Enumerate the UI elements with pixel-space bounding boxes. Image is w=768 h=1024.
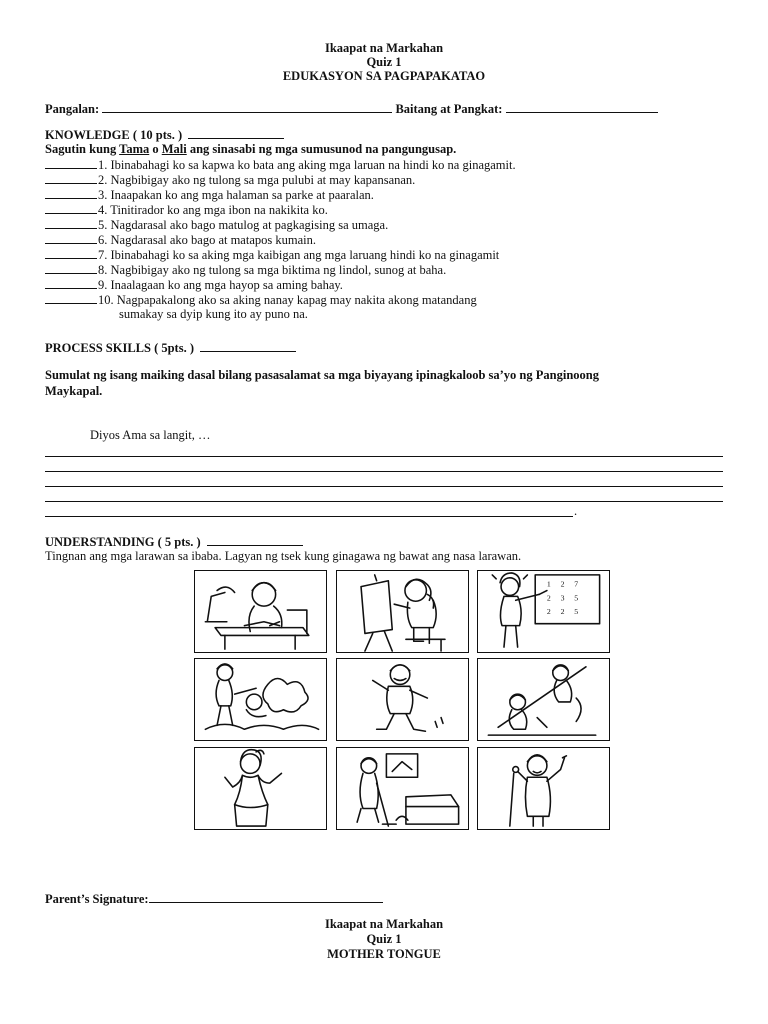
name-label: Pangalan: [45, 102, 100, 116]
answer-blank[interactable] [45, 187, 97, 199]
picture-child-studying[interactable] [194, 570, 327, 653]
answer-blank[interactable] [45, 232, 97, 244]
answer-blank[interactable] [45, 247, 97, 259]
writing-line[interactable] [45, 501, 723, 502]
child-studying-drawing [195, 571, 326, 652]
answer-blank[interactable] [45, 172, 97, 184]
teacher-at-board-drawing [478, 571, 609, 652]
signature-label: Parent’s Signature: [45, 892, 149, 906]
knowledge-item: 3. Inaapakan ko ang mga halaman sa parke at paaralan. [45, 187, 374, 203]
footer-subject: MOTHER TONGUE [327, 947, 441, 961]
child-cleaning-drawing [337, 748, 468, 829]
writing-end-mark: . [574, 504, 578, 518]
answer-blank[interactable] [45, 262, 97, 274]
knowledge-item: 8. Nagbibigay ako ng tulong sa mga biktima ng lindol, sunog at baha. [45, 262, 446, 278]
svg-text:1: 1 [546, 579, 551, 589]
picture-teacher-at-board[interactable] [477, 570, 610, 653]
header-quarter: Ikaapat na Markahan [324, 41, 444, 55]
picture-child-painting[interactable] [336, 570, 469, 653]
process-heading-row [45, 340, 296, 356]
picture-girl-singing[interactable] [194, 747, 327, 830]
boy-singing-drawing [478, 748, 609, 829]
signature-blank[interactable] [149, 891, 383, 903]
knowledge-instruction: Sagutin kung Tama o Mali ang sinasabi ng mga sumusunod na pangungusap. [45, 142, 457, 156]
writing-line[interactable] [45, 486, 723, 487]
svg-text:3: 3 [560, 593, 565, 603]
understanding-heading: UNDERSTANDING ( 5 pts. ) [45, 535, 201, 549]
footer-quarter: Ikaapat na Markahan [324, 917, 444, 931]
svg-text:5: 5 [574, 593, 579, 603]
knowledge-item: 2. Nagbibigay ako ng tulong sa mga pulubi at may kapansanan. [45, 172, 415, 188]
board-numbers [547, 580, 578, 616]
process-score-blank[interactable] [200, 340, 296, 352]
understanding-instruction: Tingnan ang mga larawan sa ibaba. Lagyan ng tsek kung ginagawa ng bawat ang nasa larawan. [45, 549, 522, 563]
answer-blank[interactable] [45, 157, 97, 169]
knowledge-heading: KNOWLEDGE ( 10 pts. ) [45, 128, 183, 142]
picture-children-gardening[interactable] [194, 658, 327, 741]
footer-quiz: Quiz 1 [366, 932, 402, 946]
answer-blank[interactable] [45, 202, 97, 214]
header-quiz: Quiz 1 [366, 55, 402, 69]
name-blank[interactable] [102, 101, 392, 113]
picture-boy-singing[interactable] [477, 747, 610, 830]
knowledge-item: 10. Nagpapakalong ako sa aking nanay kapag may nakita akong matandang [45, 292, 477, 308]
process-instruction: Sumulat ng isang maiking dasal bilang pasasalamat sa mga biyayang ipinagkaloob sa’yo ng Panginoong [45, 368, 599, 382]
process-instruction-cont: Maykapal. [45, 384, 103, 398]
knowledge-item-10-continued: sumakay sa dyip kung ito ay puno na. [119, 307, 308, 321]
answer-blank[interactable] [45, 217, 97, 229]
svg-text:2: 2 [546, 593, 551, 603]
understanding-score-blank[interactable] [207, 534, 303, 546]
knowledge-item: 9. Inaalagaan ko ang mga hayop sa aming bahay. [45, 277, 343, 293]
boy-dancing-drawing [337, 659, 468, 740]
picture-grid [194, 570, 618, 830]
answer-blank[interactable] [45, 277, 97, 289]
writing-line[interactable] [45, 471, 723, 472]
svg-text:7: 7 [574, 579, 579, 589]
knowledge-heading-row [45, 127, 284, 143]
knowledge-item: 1. Ibinabahagi ko sa kapwa ko bata ang aking mga laruan na hindi ko na ginagamit. [45, 157, 516, 173]
knowledge-score-blank[interactable] [188, 127, 284, 139]
children-playing-drawing [478, 659, 609, 740]
svg-text:5: 5 [574, 606, 579, 616]
understanding-heading-row [45, 534, 303, 550]
mali-word: Mali [161, 142, 187, 156]
knowledge-item: 4. Tinitirador ko ang mga ibon na nakikita ko. [45, 202, 328, 218]
grade-blank[interactable] [506, 101, 658, 113]
child-painting-drawing [337, 571, 468, 652]
name-row [45, 101, 658, 117]
grade-label: Baitang at Pangkat: [395, 102, 503, 116]
knowledge-item: 5. Nagdarasal ako bago matulog at pagkagising sa umaga. [45, 217, 388, 233]
children-gardening-drawing [195, 659, 326, 740]
picture-children-playing[interactable] [477, 658, 610, 741]
signature-row [45, 891, 383, 907]
writing-line[interactable] [45, 456, 723, 457]
svg-text:2: 2 [560, 579, 565, 589]
girl-singing-drawing [195, 748, 326, 829]
header-subject: EDUKASYON SA PAGPAPAKATAO [282, 69, 486, 83]
answer-blank[interactable] [45, 292, 97, 304]
prayer-start: Diyos Ama sa langit, … [90, 428, 211, 442]
knowledge-item: 6. Nagdarasal ako bago at matapos kumain. [45, 232, 316, 248]
picture-child-cleaning[interactable] [336, 747, 469, 830]
process-heading: PROCESS SKILLS ( 5pts. ) [45, 341, 194, 355]
tama-word: Tama [119, 142, 150, 156]
picture-boy-dancing[interactable] [336, 658, 469, 741]
svg-text:2: 2 [560, 606, 565, 616]
knowledge-item: 7. Ibinabahagi ko sa aking mga kaibigan ang mga laruang hindi ko na ginagamit [45, 247, 499, 263]
writing-line[interactable] [45, 516, 573, 517]
svg-text:2: 2 [546, 606, 551, 616]
